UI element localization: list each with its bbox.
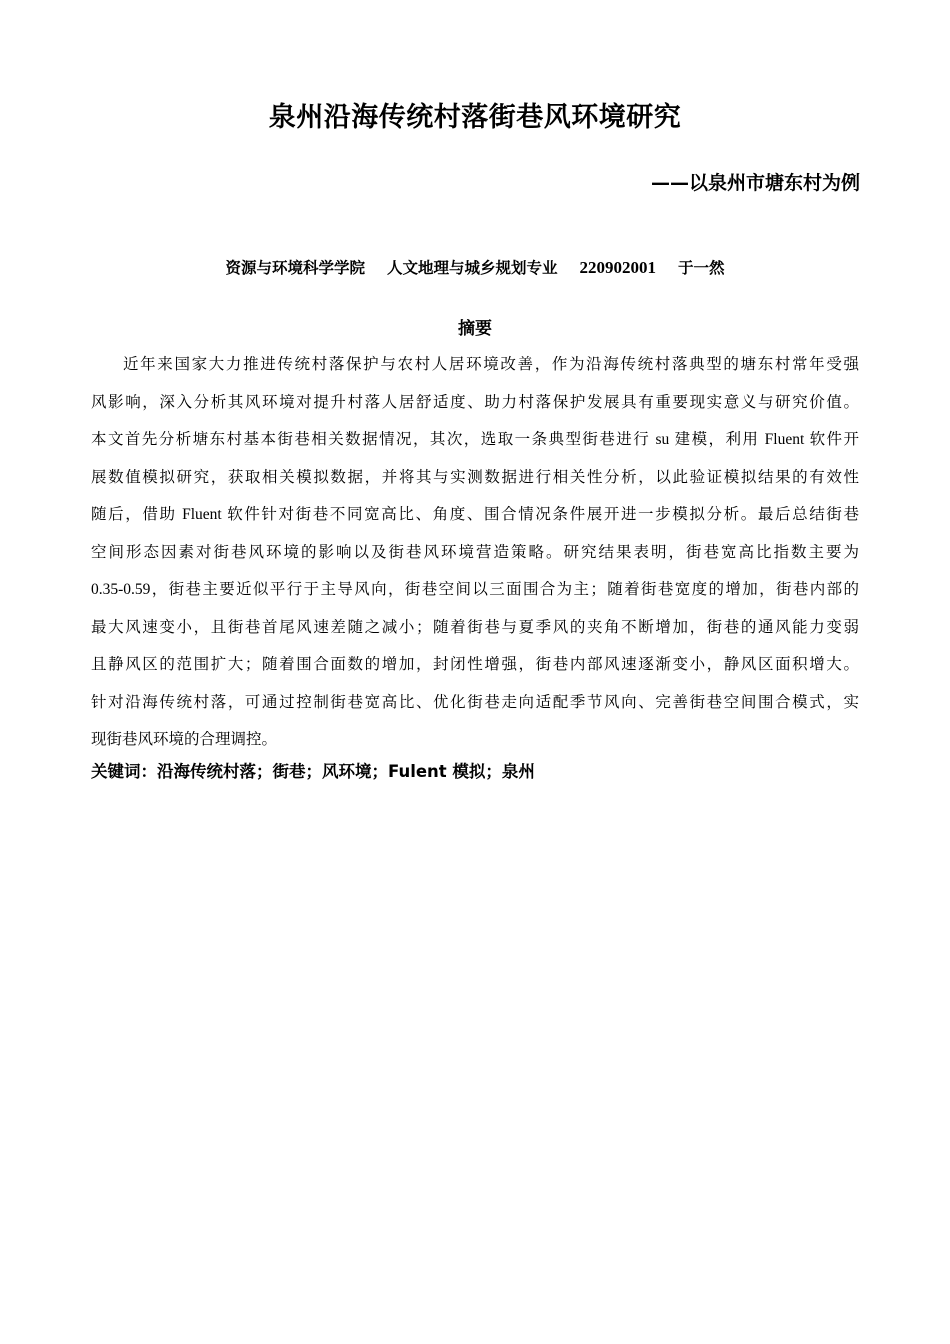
abstract-line: 展数值模拟研究，获取相关模拟数据，并将其与实测数据进行相关性分析，以此验证模拟结果的有效性 bbox=[91, 468, 859, 486]
abstract-body bbox=[91, 346, 859, 759]
abstract-heading: 摘要 bbox=[458, 319, 492, 339]
author-student-id: 220902001 bbox=[579, 258, 656, 277]
abstract-line: 现街巷风环境的合理调控。 bbox=[91, 731, 278, 748]
abstract-line: 风影响，深入分析其风环境对提升村落人居舒适度、助力村落保护发展具有重要现实意义与研究价值。 bbox=[91, 393, 859, 411]
paper-title: 泉州沿海传统村落街巷风环境研究 bbox=[268, 102, 682, 133]
author-info bbox=[0, 255, 950, 281]
abstract-line: 本文首先分析塘东村基本街巷相关数据情况，其次，选取一条典型街巷进行 su 建模，利用 Fluent 软件开 bbox=[91, 431, 859, 448]
author-school: 资源与环境科学学院 bbox=[225, 258, 365, 277]
abstract-line: 且静风区的范围扩大；随着围合面数的增加，封闭性增强，街巷内部风速逐渐变小，静风区面积增大。 bbox=[91, 656, 859, 673]
abstract-line: 最大风速变小，且街巷首尾风速差随之减小；随着街巷与夏季风的夹角不断增加，街巷的通风能力变弱 bbox=[91, 618, 859, 636]
abstract-line: 针对沿海传统村落，可通过控制街巷宽高比、优化街巷走向适配季节风向、完善街巷空间围合模式，实 bbox=[91, 693, 859, 711]
keywords: 关键词：沿海传统村落；街巷；风环境；Fulent 模拟；泉州 bbox=[91, 762, 535, 781]
abstract-line: 0.35-0.59，街巷主要近似平行于主导风向，街巷空间以三面围合为主；随着街巷宽度的增加，街巷内部的 bbox=[91, 581, 859, 598]
author-major: 人文地理与城乡规划专业 bbox=[386, 258, 558, 277]
paper-subtitle: ——以泉州市塘东村为例 bbox=[650, 172, 860, 194]
abstract-line: 近年来国家大力推进传统村落保护与农村人居环境改善，作为沿海传统村落典型的塘东村常年受强 bbox=[123, 356, 859, 373]
author-name: 于一然 bbox=[678, 258, 725, 277]
abstract-line: 空间形态因素对街巷风环境的影响以及街巷风环境营造策略。研究结果表明，街巷宽高比指数主要为 bbox=[91, 543, 859, 561]
abstract-line: 随后，借助 Fluent 软件针对街巷不同宽高比、角度、围合情况条件展开进一步模拟分析。最后总结街巷 bbox=[91, 506, 859, 523]
